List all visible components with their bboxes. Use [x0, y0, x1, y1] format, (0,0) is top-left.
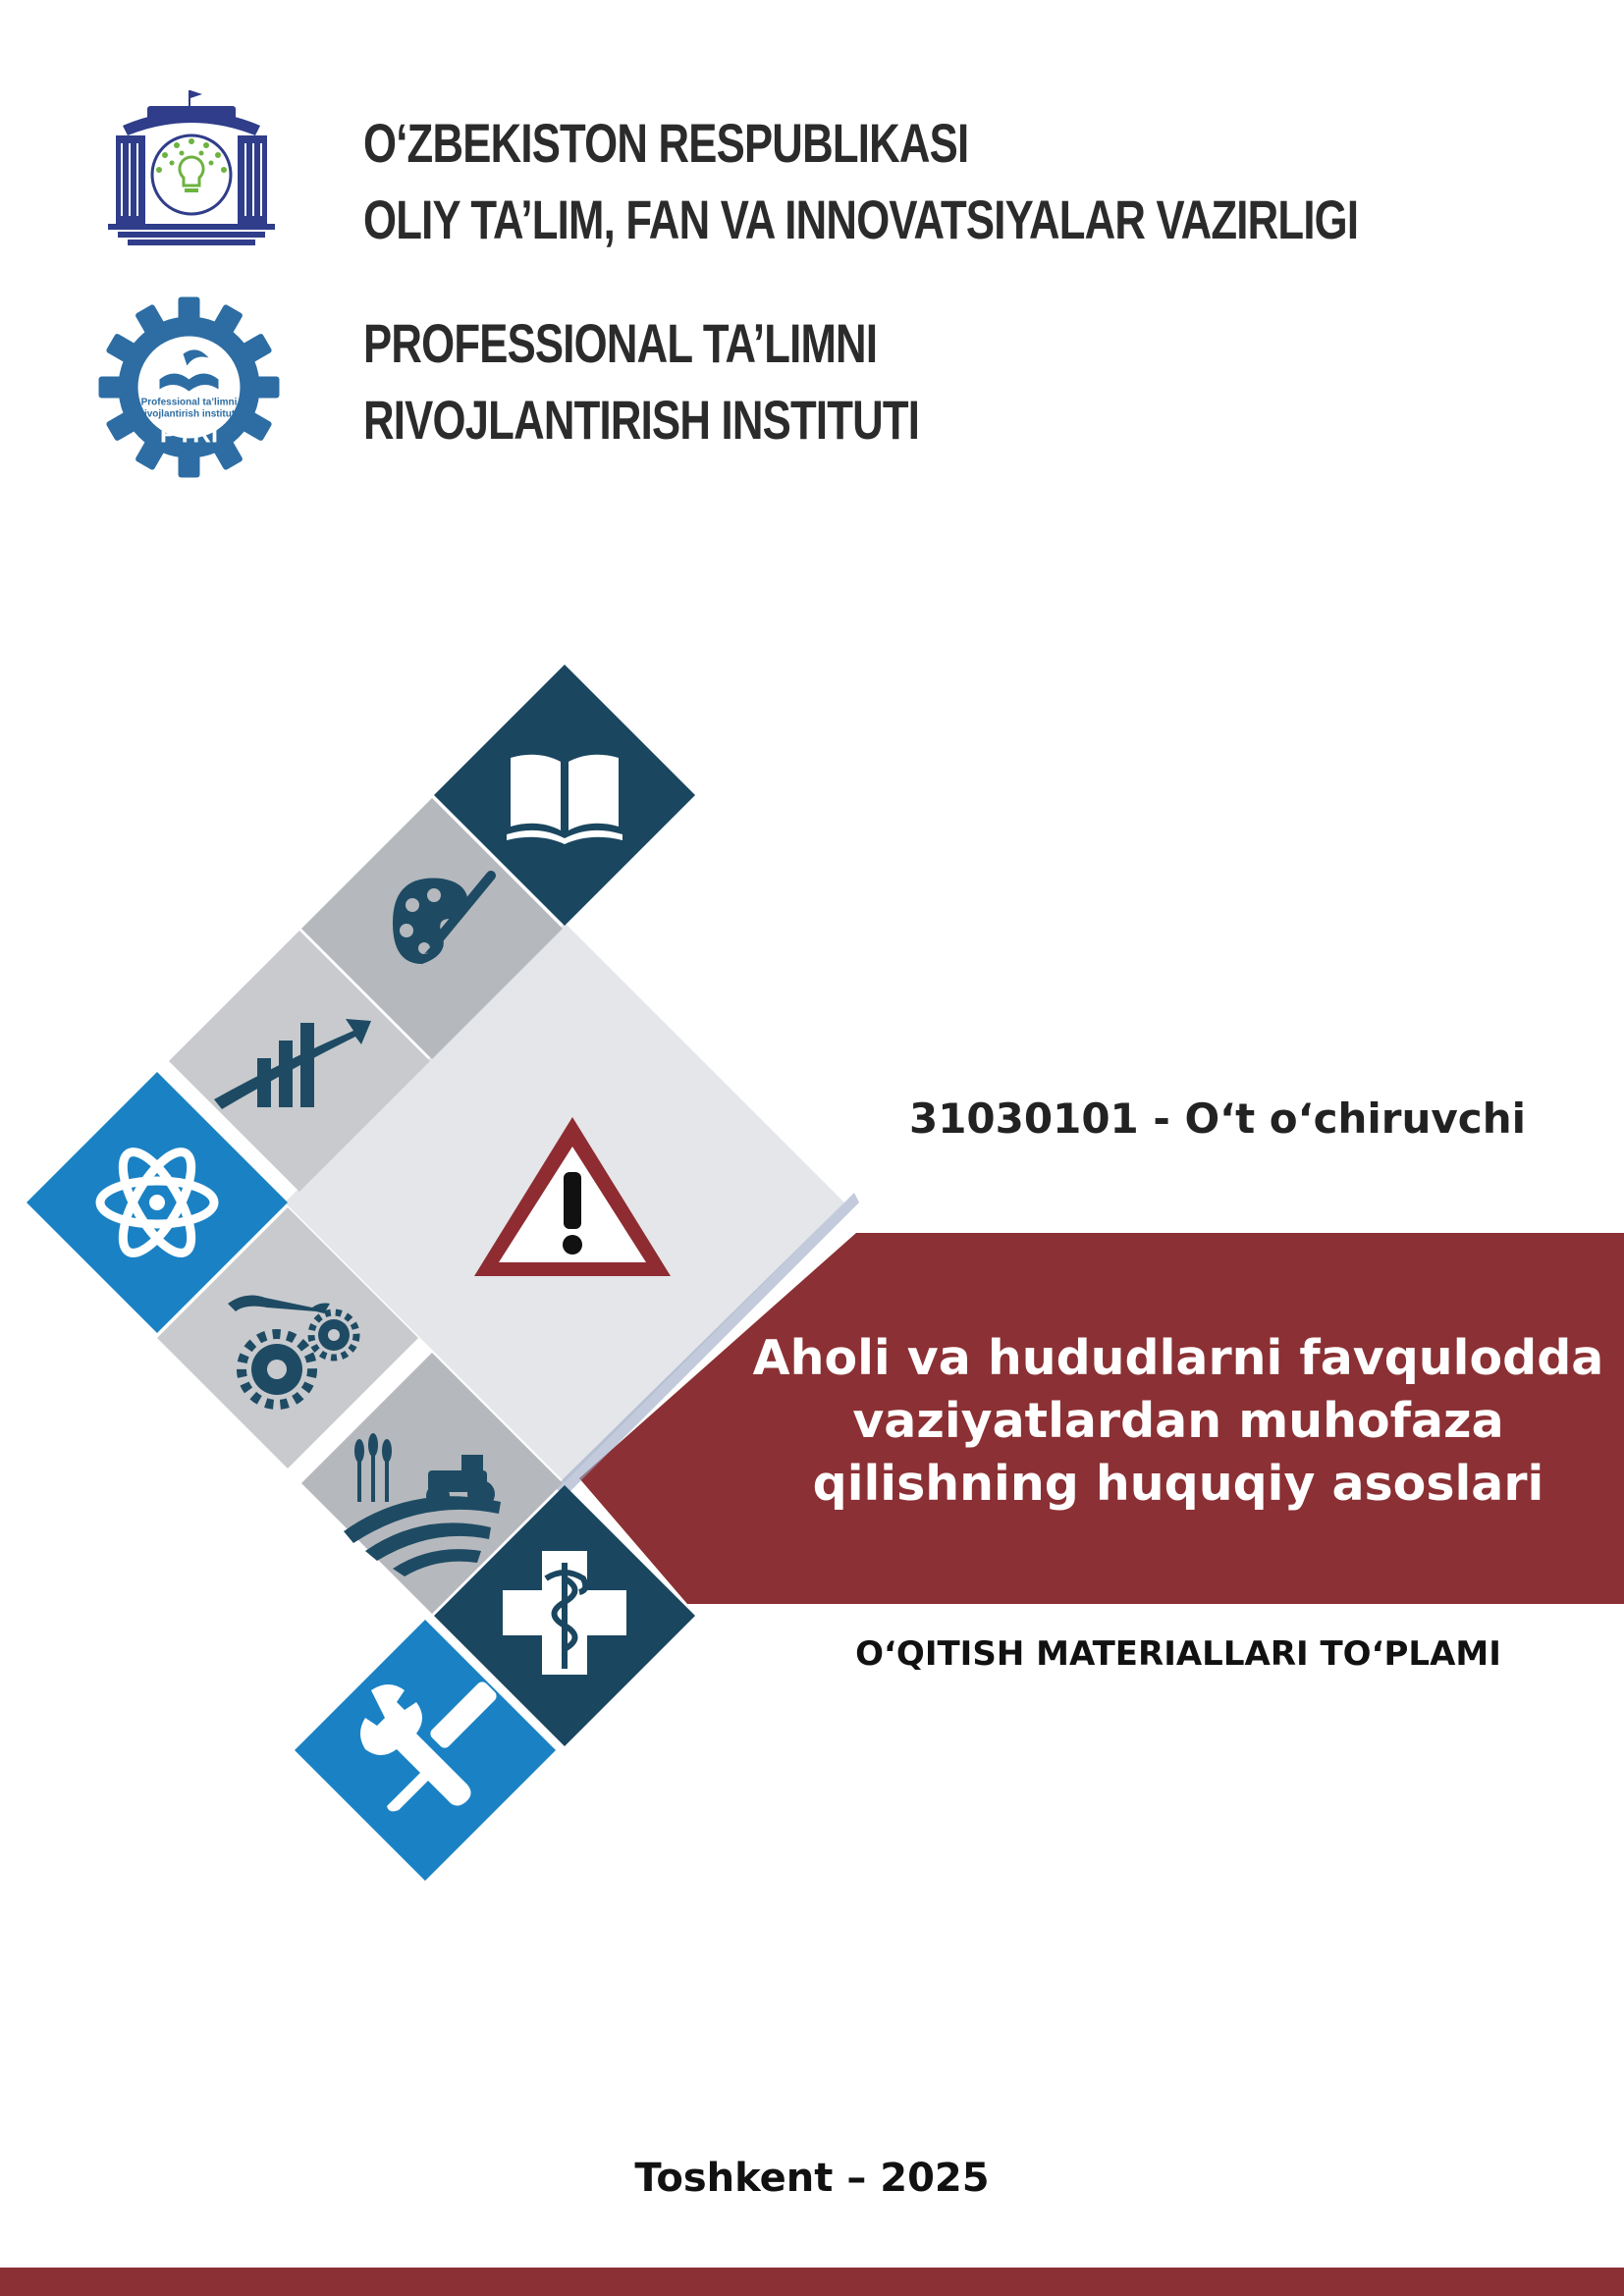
place-year: Toshkent – 2025 [634, 2156, 990, 2201]
ministry-logo [108, 86, 275, 248]
specialty-code: 31030101 - O‘t o‘chiruvchi [908, 1095, 1526, 1143]
title-line-2: vaziyatlardan muhofaza [852, 1393, 1504, 1449]
bottom-bar [0, 2268, 1624, 2296]
svg-text:rivojlantirish instituti: rivojlantirish instituti [140, 408, 238, 420]
ptri-logo [98, 296, 280, 478]
svg-text:Professional ta’limni: Professional ta’limni [140, 397, 238, 408]
institute-line-2: RIVOJLANTIRISH INSTITUTI [363, 389, 920, 451]
ptri-abbr: PTRI [159, 418, 219, 449]
ministry-line-1: O‘ZBEKISTON RESPUBLIKASI [363, 112, 969, 174]
diamond-mosaic [0, 648, 884, 1924]
institute-line-1: PROFESSIONAL TA’LIMNI [363, 312, 878, 374]
document-title [746, 1327, 1610, 1516]
ministry-line-2: OLIY TA’LIM, FAN VA INNOVATSIYALAR VAZIRLIGI [363, 188, 1359, 250]
document-subtitle: O‘QITISH MATERIALLARI TO‘PLAMI [855, 1634, 1501, 1674]
title-line-3: qilishning huquqiy asoslari [812, 1456, 1544, 1512]
title-line-1: Aholi va hududlarni favqulodda [752, 1330, 1604, 1386]
